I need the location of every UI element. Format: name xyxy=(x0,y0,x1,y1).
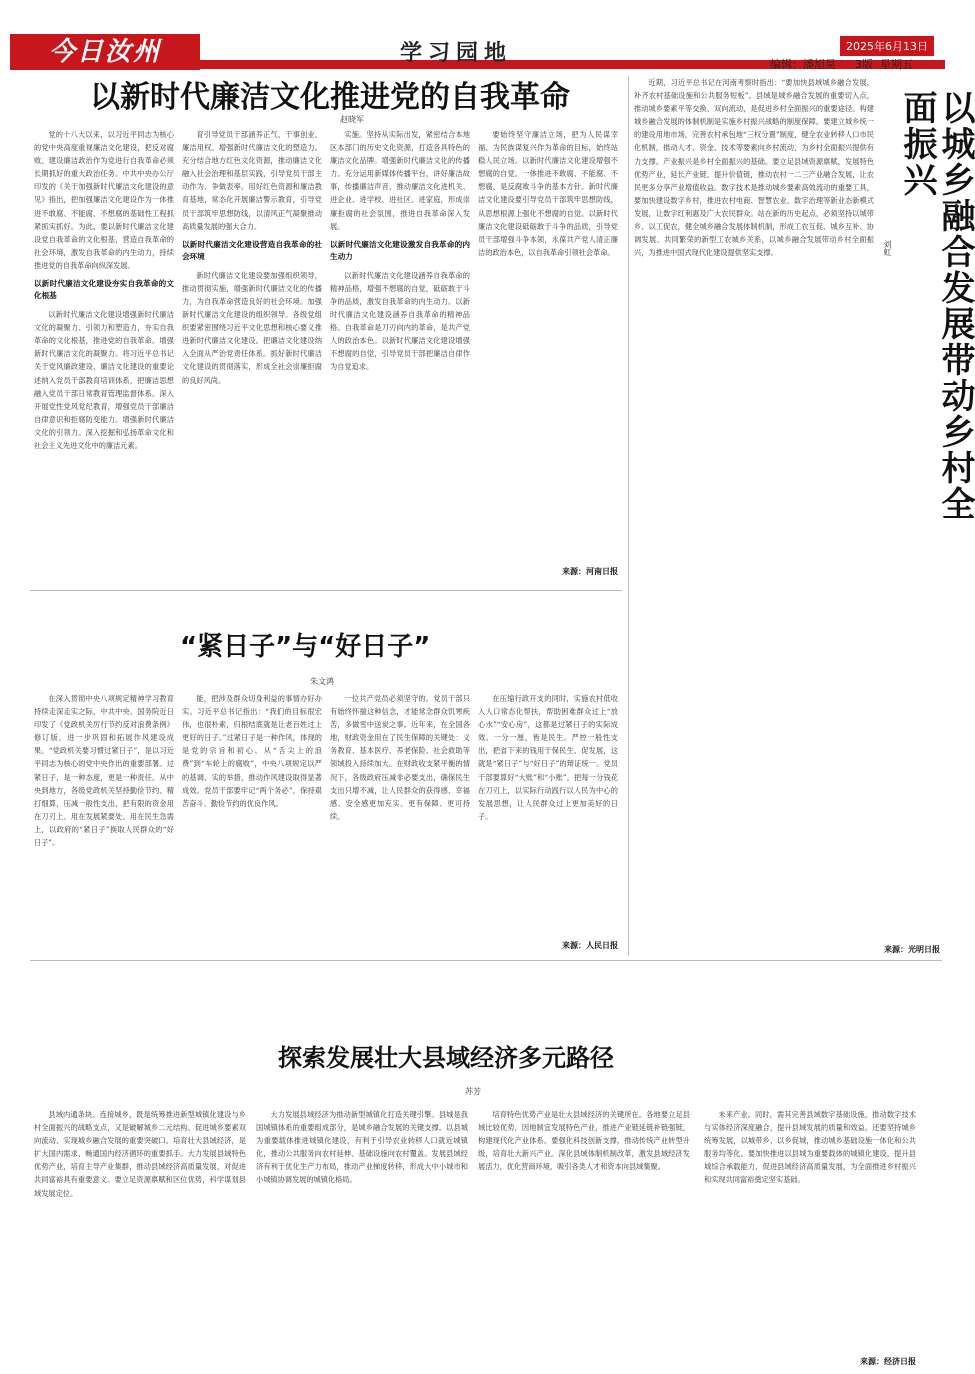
article4-column-1 xyxy=(34,1108,246,1356)
article3-source: 来源：光明日报 xyxy=(884,945,940,954)
article2-title: “紧日子”与“好日子” xyxy=(180,632,431,662)
article2-column-3 xyxy=(330,692,470,950)
page-number: 3版 xyxy=(855,58,873,71)
article3-title: 以城乡融合发展带动乡村全面振兴 xyxy=(897,90,975,522)
article1-column-1 xyxy=(34,128,174,583)
column-divider xyxy=(628,76,629,956)
article1-column-3 xyxy=(330,128,470,583)
paragraph: 以新时代廉洁文化建设增强新时代廉洁文化的凝聚力、引领力和塑造力，夯实自我革命的文化根基，推进党的自我革命。增强新时代廉洁文化的凝聚力。将习近平总书记关于党风廉政建设、廉洁文化建设的重要论述纳入党员干部教育培训体系，把廉洁思想融入党员干部日常教育管理监督体系。深入开展党性党风党纪教育，增强党员干部廉洁自律意识和拒腐防变能力。增强新时代廉洁文化的引领力。深入挖掘和弘扬革命文化和社会主义先进文化中的廉洁元素。 xyxy=(34,310,174,450)
subheading: 以新时代廉洁文化建设夯实自我革命的文化根基 xyxy=(34,279,174,301)
paragraph: 要始终坚守廉洁立场，把为人民谋幸福、为民族谋复兴作为革命的目标，始终站稳人民立场。以新时代廉洁文化建设增强不想腐的自觉。一体推进不敢腐、不能腐、不想腐，是反腐败斗争的基本方针。新时代廉洁文化建设要引导党员干部筑牢思想防线，从思想根源上强化不想腐的自觉。以新时代廉洁文化建设砥砺敢于斗争的品质，引导党员干部增强斗争本领，永葆共产党人清正廉洁的政治本色，以自我革命引领社会革命。 xyxy=(478,130,618,257)
masthead-logo: 今日汝州 xyxy=(10,34,200,70)
paragraph: 党的十八大以来，以习近平同志为核心的党中央高度重视廉洁文化建设，把反对腐败、建设廉洁政治作为党进行自我革命必须长期抓好的重大政治任务。中共中央办公厅印发的《关于加强新时代廉洁文化建设的意见》指出，把加强廉洁文化建设作为一体推进不敢腐、不能腐、不想腐的基础性工程抓紧抓实抓好。为此，要以新时代廉洁文化建设党自我革命的文化根基，营造自我革命的社会环境，激发自我革命的内生动力，持续推进党的自我革命向纵深发展。 xyxy=(34,130,174,270)
paragraph: 县域内通条块、连接城乡，既是统筹推进新型城镇化建设与乡村全面振兴的战略支点，又是破解城乡二元结构、促进城乡要素双向流动、实现城乡融合发展的重要突破口。培育壮大县域经济，是扩大国内需求、畅通国内经济循环的重要抓手。大力发展县域特色优势产业，培育主导产业集群，推动县域经济高质量发展，对促进共同富裕具有重要意义。要立足资源禀赋和区位优势，科学谋划县域发展定位。 xyxy=(34,1110,246,1198)
paragraph: 未来产业。同时，需其完善县域数字基础设施，推动数字技术与实体经济深度融合，提升县域发展的质量和效益。还要坚持城乡统筹发展，以城带乡、以乡促城，推动城乡基础设施一体化和公共服务均等化。要加快推进以县城为重要载体的城镇化建设，提升县城综合承载能力，促进县域经济高质量发展，为全面推进乡村振兴和实现共同富裕奠定坚实基础。 xyxy=(704,1110,916,1185)
article4-column-4 xyxy=(704,1108,916,1336)
paragraph: 在深入贯彻中央八项规定精神学习教育持续走深走实之际，中共中央、国务院近日印发了《党政机关厉行节约反对浪费条例》修订版，进一步巩固和拓展作风建设成果。“党政机关要习惯过紧日子”，是以习近平同志为核心的党中央作出的重要部署。过紧日子，是一种态度，更是一种责任。从中央到地方，各级党政机关坚持勤俭节约、精打细算，压减一般性支出，把有限的资金用在刀刃上、用在发展紧要处、用在民生急需上，以政府的“紧日子”换取人民群众的“好日子”。 xyxy=(34,694,174,848)
divider xyxy=(30,590,622,591)
article3-body xyxy=(634,76,874,946)
paragraph: 新时代廉洁文化建设要加强组织领导，推动贯彻实施，增强新时代廉洁文化的传播力，为自我革命营造良好的社会环境。加强新时代廉洁文化建设的组织领导。各级党组织要紧密围绕习近平文化思想和核心要义推进新时代廉洁文化建设。把廉洁文化建设纳入全面从严治党责任体系。抓好新时代廉洁文化建设的贯彻落实，形成全社会崇廉拒腐的良好风尚。 xyxy=(182,270,322,385)
article1-column-2 xyxy=(182,128,322,583)
article2-column-2 xyxy=(182,692,322,950)
article4-title: 探索发展壮大县域经济多元路径 xyxy=(278,1044,614,1072)
article1-title: 以新时代廉洁文化推进党的自我革命 xyxy=(90,80,570,115)
article2-source: 来源：人民日报 xyxy=(562,941,618,950)
paragraph: 实施。坚持从实际出发，紧密结合本地区本部门的历史文化资源，打造各具特色的廉洁文化品牌。增强新时代廉洁文化的传播力。充分运用新媒体传播平台，讲好廉洁故事，传播廉洁声音，推动廉洁文化进机关、进企业、进学校、进社区、进家庭，形成崇廉拒腐的社会氛围，推进自我革命深入发展。 xyxy=(330,130,470,231)
paragraph: 培育特色优势产业是壮大县域经济的关键所在。各地要立足县域比较优势，因地制宜发展特色产业，推进产业链延链补链强链，构建现代化产业体系。要强化科技创新支撑，推动传统产业转型升级，培育壮大新兴产业。深化县域体制机制改革，激发县域经济发展活力，优化营商环境，吸引各类人才和资本向县域集聚。 xyxy=(478,1110,690,1172)
page-info xyxy=(855,56,913,72)
subheading: 以新时代廉洁文化建设激发自我革命的内生动力 xyxy=(330,239,470,261)
paragraph: 一位共产党员必须坚守的。党员干部只有始终怀揣这种信念，才能常念群众饥寒疾苦，多做雪中送炭之事。近年来，在全国各地，财政资金用在了民生保障的关键处：义务教育、基本医疗、养老保险、社会救助等领域投入持续加大。在财政收支紧平衡的情况下，各级政府压减非必要支出，确保民生支出只增不减，让人民群众的获得感、幸福感、安全感更加充实、更有保障、更可持续。 xyxy=(330,694,470,821)
issue-date: 2025年6月13日 xyxy=(840,36,934,56)
weekday: 星期五 xyxy=(880,58,913,71)
paragraph: 育引导党员干部涵养正气、干事创业、廉洁用权。增强新时代廉洁文化的塑造力。充分结合地方红色文化资源，推动廉洁文化融入社会治理和基层实践，引导党员干部主动作为、争做表率。用好红色资源和廉洁教育基地，常态化开展廉洁警示教育，引导党员干部筑牢思想防线，以清风正气凝聚推动高质量发展的强大合力。 xyxy=(182,130,322,231)
paragraph: 近期，习近平总书记在河南考察时指出：“要加快县域城乡融合发展，补齐农村基础设施和公共服务短板”。县域是城乡融合发展的重要切入点，推动城乡要素平等交换、双向流动，是促进乡村全面振兴的重要途径。构建城乡融合发展的体制机制是实施乡村振兴战略的制度保障。要建立城乡统一的建设用地市场，完善农村承包地“三权分置”制度，健全农业转移人口市民化机制，推动人才、资金、技术等要素向乡村流动，为乡村全面振兴提供有力支撑。产业振兴是乡村全面振兴的基础。要立足县域资源禀赋，发展特色优势产业，延长产业链、提升价值链，推动农村一二三产业融合发展，让农民更多分享产业增值收益。数字技术是推动城乡要素高效流动的重要工具，要加快建设数字乡村，推进农村电商、智慧农业、数字治理等新业态新模式发展，让数字红利惠及广大农民群众。站在新的历史起点，必须坚持以城带乡、以工促农，健全城乡融合发展体制机制，形成工农互促、城乡互补、协调发展、共同繁荣的新型工农城乡关系，以城乡融合发展带动乡村全面振兴，为推进中国式现代化建设提供坚实支撑。 xyxy=(634,78,874,258)
paragraph: 大力发展县域经济为推动新型城镇化打造关键引擎。县城是我国城镇体系的重要组成部分，是城乡融合发展的关键支撑。以县城为重要载体推进城镇化建设，有利于引导农业转移人口就近城镇化，推动公共服务向农村延伸、基础设施向农村覆盖。发展县域经济有利于优化生产力布局，推动产业梯度转移，形成大中小城市和小城镇协调发展的城镇化格局。 xyxy=(256,1110,468,1185)
article2-column-4 xyxy=(478,692,618,934)
article4-source: 来源：经济日报 xyxy=(860,1357,916,1366)
paragraph: 以新时代廉洁文化建设涵养自我革命的精神品格，增强不想腐的自觉，砥砺敢于斗争的品质，激发自我革命的内生动力。以新时代廉洁文化建设涵养自我革命的精神品格。自我革命是刀刃向内的革命，是共产党人的政治本色。以新时代廉洁文化建设增强不想腐的自觉，引导党员干部把廉洁自律作为自觉追求。 xyxy=(330,270,470,372)
article1-author: 赵晓军 xyxy=(340,115,364,124)
paragraph: 在压缩行政开支的同时，实施农村低收入人口常态化帮扶，帮助困难群众过上“放心水”“安心房”，这都是过紧日子的实际成效。一分一厘，皆是民生。严控一般性支出，把省下来的钱用于保民生、促发展，这就是“紧日子”与“好日子”的辩证统一。党员干部要算好“大账”和“小账”，把每一分钱花在刀刃上，以实际行动践行以人民为中心的发展思想，让人民群众过上更加美好的日子。 xyxy=(478,694,618,821)
article4-column-3 xyxy=(478,1108,690,1356)
article2-author: 朱文鸿 xyxy=(310,677,334,686)
article4-author: 苏芳 xyxy=(465,1087,481,1096)
article1-column-4 xyxy=(478,128,618,568)
editor-credit: 编辑：潘旭昊 xyxy=(770,58,836,71)
article2-column-1 xyxy=(34,692,174,950)
section-title: 学习园地 xyxy=(400,41,513,66)
article4-column-2 xyxy=(256,1108,468,1356)
article1-source: 来源：河南日报 xyxy=(562,567,618,576)
divider xyxy=(30,960,942,961)
subheading: 以新时代廉洁文化建设营造自我革命的社会环境 xyxy=(182,239,322,261)
paragraph: 能，把涉及群众切身利益的事情办好办实。习近平总书记指出：“我们的目标很宏伟，也很朴素，归根结底就是让老百姓过上更好的日子。”过紧日子是一种作风，体现的是党的宗旨和初心。从“舌尖上的浪费”到“车轮上的腐败”，中央八项规定以严的基调、实的举措，推动作风建设取得显著成效。党员干部要牢记“两个务必”，保持艰苦奋斗、勤俭节约的优良作风。 xyxy=(182,694,322,808)
article3-author: 刘虹 xyxy=(883,240,892,256)
